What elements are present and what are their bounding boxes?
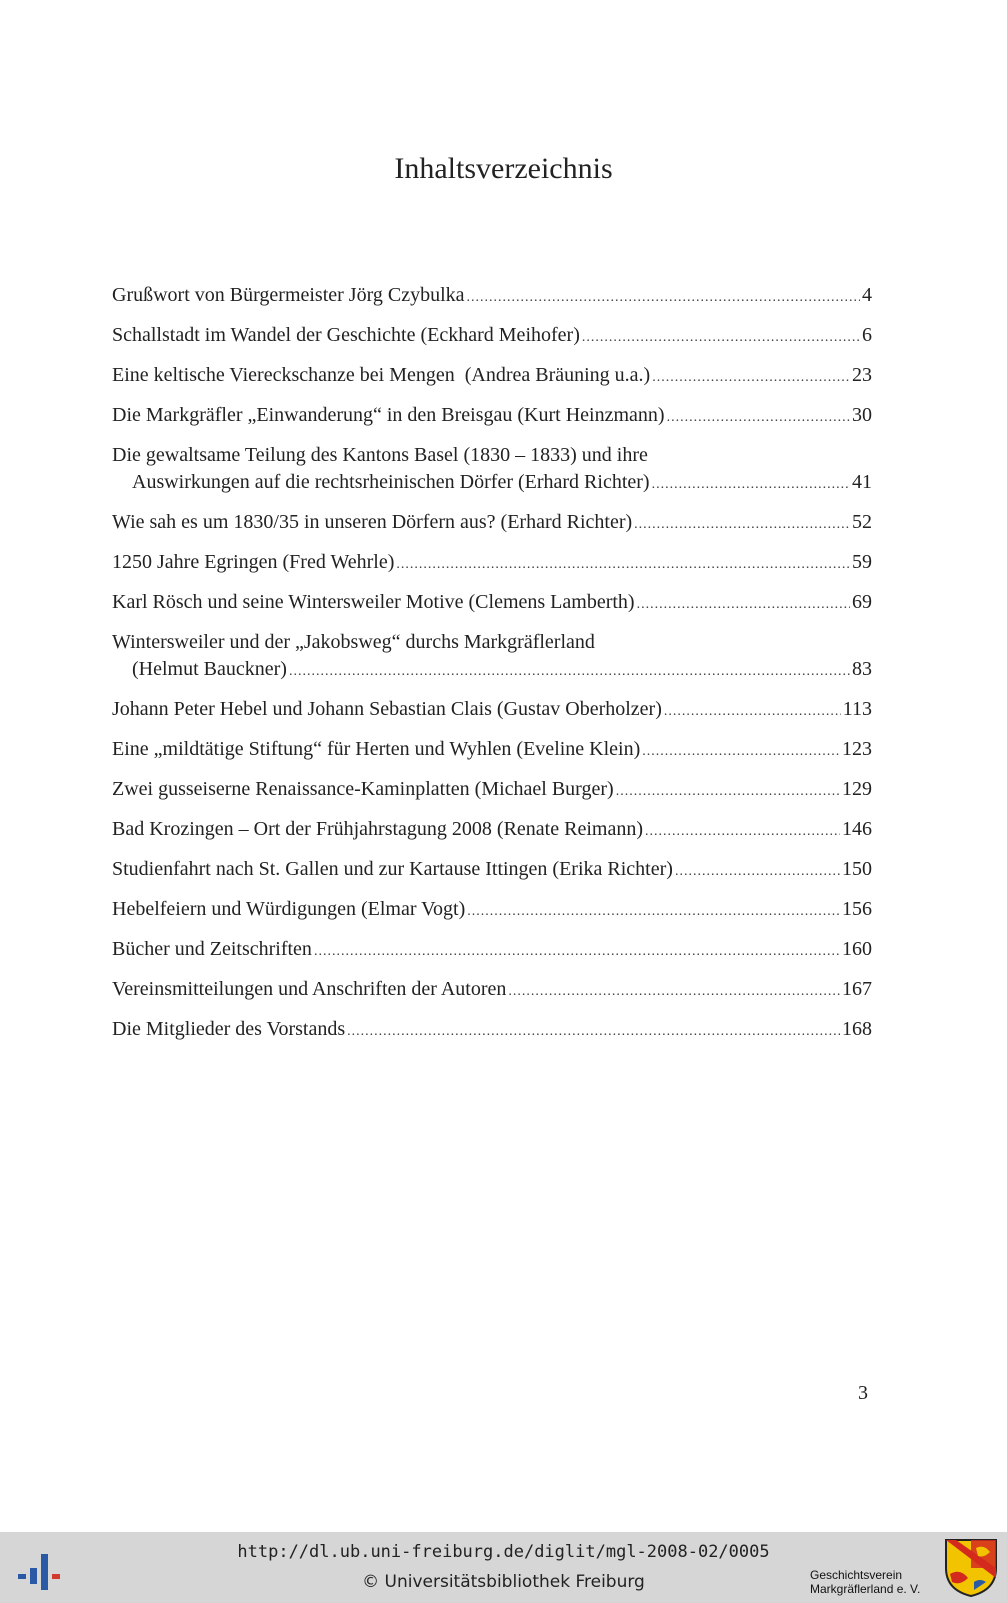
leader-dots (467, 284, 860, 311)
footer-copyright: © Universitätsbibliothek Freiburg (362, 1572, 645, 1592)
toc-entry[interactable] (112, 736, 872, 765)
toc-entry-title: 1250 Jahre Egringen (Fred Wehrle) (112, 551, 395, 573)
toc-entry-title-line1: Wintersweiler und der „Jakobsweg“ durchs Markgräflerland (112, 631, 595, 653)
toc-entry[interactable] (112, 509, 872, 538)
toc-entry[interactable] (112, 936, 872, 965)
toc-entry-page: 4 (862, 284, 872, 306)
toc-entry-title: Johann Peter Hebel und Johann Sebastian Clais (Gustav Oberholzer) (112, 698, 662, 720)
toc-entry-title: Die Markgräfler „Einwanderung“ in den Breisgau (Kurt Heinzmann) (112, 404, 665, 426)
toc-entry-page: 23 (852, 364, 872, 386)
toc-entry-page: 113 (842, 698, 872, 720)
toc-entry[interactable] (112, 816, 872, 845)
leader-dots (314, 938, 840, 965)
toc-entry-title: Eine „mildtätige Stiftung“ für Herten und Wyhlen (Eveline Klein) (112, 738, 641, 760)
leader-dots (467, 898, 840, 925)
page-number: 3 (858, 1382, 868, 1404)
toc-entry-page: 123 (842, 738, 872, 760)
toc-entry-page: 167 (842, 978, 872, 1000)
toc-entry[interactable] (112, 629, 872, 685)
toc-entry[interactable] (112, 282, 872, 311)
toc-entry-page: 69 (852, 591, 872, 613)
leader-dots (347, 1018, 840, 1045)
leader-dots (652, 471, 850, 498)
toc-entry-title: Die Mitglieder des Vorstands (112, 1018, 346, 1040)
toc-entry-page: 30 (852, 404, 872, 426)
toc-entry[interactable] (112, 402, 872, 431)
toc-entry[interactable] (112, 549, 872, 578)
toc-entry-page: 59 (852, 551, 872, 573)
toc-entry[interactable] (112, 976, 872, 1005)
toc-entry-page: 83 (852, 658, 872, 680)
toc-entry[interactable] (112, 322, 872, 351)
toc-entry-title-line2: Auswirkungen auf die rechtsrheinischen Dörfer (Erhard Richter) (132, 471, 650, 493)
toc-entry[interactable] (112, 896, 872, 925)
leader-dots (645, 818, 840, 845)
toc-entry-page: 156 (842, 898, 872, 920)
toc-entry[interactable] (112, 1016, 872, 1045)
society-name-line2: Markgräflerland e. V. (810, 1582, 921, 1596)
toc-entry-page: 129 (842, 778, 872, 800)
leader-dots (582, 324, 860, 351)
toc-entry-page: 52 (852, 511, 872, 533)
leader-dots (634, 511, 850, 538)
toc-entry-page: 41 (852, 471, 872, 493)
society-crest-icon[interactable] (944, 1538, 998, 1598)
toc-entry[interactable] (112, 776, 872, 805)
toc-entry-title: Karl Rösch und seine Wintersweiler Motive (Clemens Lamberth) (112, 591, 635, 613)
toc-entry-title: Studienfahrt nach St. Gallen und zur Kartause Ittingen (Erika Richter) (112, 858, 673, 880)
leader-dots (675, 858, 840, 885)
leader-dots (667, 404, 850, 431)
toc-entry-page: 168 (842, 1018, 872, 1040)
toc-entry[interactable] (112, 696, 872, 725)
toc-entry-title: Wie sah es um 1830/35 in unseren Dörfern aus? (Erhard Richter) (112, 511, 633, 533)
society-name-line1: Geschichtsverein (810, 1568, 903, 1582)
leader-dots (396, 551, 850, 578)
toc-entry[interactable] (112, 362, 872, 391)
toc-entry-title: Bücher und Zeitschriften (112, 938, 312, 960)
toc-entry[interactable] (112, 442, 872, 498)
leader-dots (508, 978, 840, 1005)
toc-entry-title-line2: (Helmut Bauckner) (132, 658, 287, 680)
toc-entry-page: 160 (842, 938, 872, 960)
toc-entry-page: 150 (842, 858, 872, 880)
footer-bar (0, 1532, 1007, 1603)
footer-url-link[interactable]: http://dl.ub.uni-freiburg.de/diglit/mgl-2008-02/0005 (237, 1542, 770, 1562)
leader-dots (664, 698, 841, 725)
page-title: Inhaltsverzeichnis (394, 152, 613, 185)
toc-entry[interactable] (112, 589, 872, 618)
leader-dots (652, 364, 850, 391)
toc-entry-title: Eine keltische Viereckschanze bei Mengen (Andrea Bräuning u.a.) (112, 364, 651, 386)
toc-entry-title: Grußwort von Bürgermeister Jörg Czybulka (112, 284, 465, 306)
toc-entry-title: Schallstadt im Wandel der Geschichte (Eckhard Meihofer) (112, 324, 580, 346)
leader-dots (289, 658, 850, 685)
toc-entry-page: 146 (842, 818, 872, 840)
toc-entry-title: Vereinsmitteilungen und Anschriften der Autoren (112, 978, 507, 1000)
leader-dots (642, 738, 840, 765)
society-name (810, 1568, 920, 1596)
toc-entry-title-line1: Die gewaltsame Teilung des Kantons Basel (1830 – 1833) und ihre (112, 444, 648, 466)
toc-entry-page: 6 (862, 324, 872, 346)
toc-entry-title: Hebelfeiern und Würdigungen (Elmar Vogt) (112, 898, 466, 920)
toc-entry-title: Bad Krozingen – Ort der Frühjahrstagung 2008 (Renate Reimann) (112, 818, 643, 840)
toc-entry[interactable] (112, 856, 872, 885)
toc-entry-title: Zwei gusseiserne Renaissance-Kaminplatten (Michael Burger) (112, 778, 614, 800)
leader-dots (616, 778, 840, 805)
leader-dots (637, 591, 850, 618)
